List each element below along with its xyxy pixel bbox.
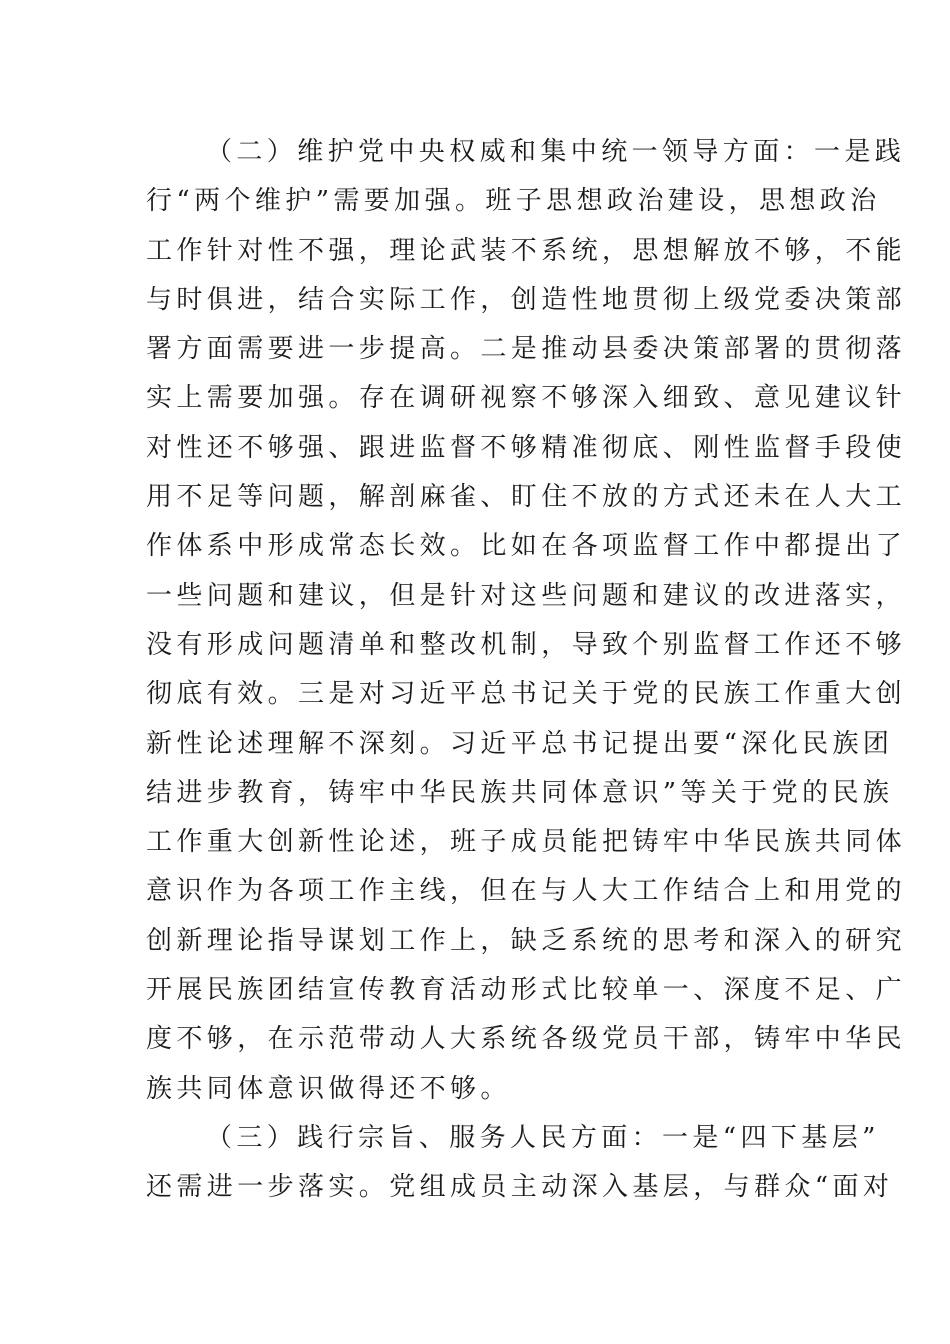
text-line: 彻底有效。三是对习近平总书记关于党的民族工作重大创 bbox=[146, 679, 907, 710]
text-line: 度不够，在示范带动人大系统各级党员干部，铸牢中华民 bbox=[146, 1024, 907, 1055]
document-body bbox=[146, 128, 907, 1213]
text-line: 意识作为各项工作主线，但在与人大工作结合上和用党的 bbox=[146, 876, 907, 907]
text-line: 对性还不够强、跟进监督不够精准彻底、刚性监督手段使 bbox=[146, 432, 907, 463]
text-line: 结进步教育，铸牢中华民族共同体意识”等关于党的民族 bbox=[146, 777, 894, 808]
paragraph-section-two bbox=[146, 128, 907, 1114]
text-line: 还需进一步落实。党组成员主动深入基层，与群众“面对 bbox=[146, 1172, 894, 1203]
text-line: 与时俱进，结合实际工作，创造性地贯彻上级党委决策部 bbox=[146, 284, 907, 315]
text-line: 工作针对性不强，理论武装不系统，思想解放不够，不能 bbox=[146, 235, 907, 266]
text-line: 行“两个维护”需要加强。班子思想政治建设，思想政治 bbox=[146, 186, 881, 217]
text-line: 没有形成问题清单和整改机制，导致个别监督工作还不够 bbox=[146, 629, 907, 660]
text-line: 实上需要加强。存在调研视察不够深入细致、意见建议针 bbox=[146, 383, 907, 414]
text-line: （二）维护党中央权威和集中统一领导方面：一是践 bbox=[206, 137, 906, 167]
text-line: 开展民族团结宣传教育活动形式比较单一、深度不足、广 bbox=[146, 975, 907, 1006]
text-line: 工作重大创新性论述，班子成员能把铸牢中华民族共同体 bbox=[146, 827, 907, 858]
text-line: 族共同体意识做得还不够。 bbox=[146, 1073, 511, 1104]
paragraph-section-three bbox=[146, 1114, 894, 1213]
text-line: 作体系中形成常态长效。比如在各项监督工作中都提出了 bbox=[146, 531, 907, 562]
text-line: 一些问题和建议，但是针对这些问题和建议的改进落实， bbox=[146, 580, 907, 611]
text-line: （三）践行宗旨、服务人民方面：一是“四下基层” bbox=[206, 1122, 880, 1153]
text-line: 新性论述理解不深刻。习近平总书记提出要“深化民族团 bbox=[146, 728, 894, 759]
text-line: 创新理论指导谋划工作上，缺乏系统的思考和深入的研究 bbox=[146, 925, 907, 956]
text-line: 用不足等问题，解剖麻雀、盯住不放的方式还未在人大工 bbox=[146, 482, 907, 513]
text-line: 署方面需要进一步提高。二是推动县委决策部署的贯彻落 bbox=[146, 334, 907, 365]
